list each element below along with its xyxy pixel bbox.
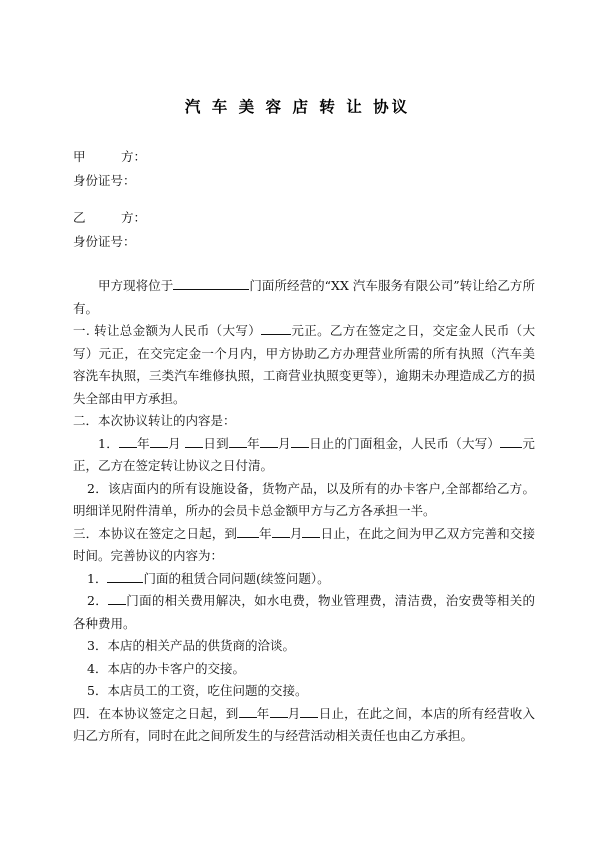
section-3-item-1 [73, 568, 535, 591]
section-3-item-4: 4．本店的办卡客户的交接。 [87, 660, 245, 676]
s2-1-tail: 元正，乙方在签定转让协议之日付清。 [73, 435, 535, 473]
section-2-item-1 [73, 433, 535, 478]
section-3 [73, 523, 535, 568]
section-2-item-2: 2．该店面内的所有设施设备，货物产品，以及所有的办卡客户,全部都给乙方。明细详见附件清单，所办的会员卡总金额甲方与乙方各承担一半。 [73, 480, 535, 518]
total-amount-blank [261, 321, 291, 335]
party-b-char: 乙 [73, 210, 86, 225]
blank [108, 591, 126, 605]
intro-text-a: 甲方现将位于 [98, 278, 174, 293]
blank [300, 704, 318, 718]
section-1 [73, 320, 535, 410]
party-a-label [73, 150, 146, 164]
s2-1-month: 月 [167, 435, 181, 451]
section-4 [73, 703, 535, 748]
blank [237, 524, 259, 538]
blank [119, 434, 137, 448]
s3-2-text: 门面的相关费用解决，如水电费，物业管理费，清洁费，治安费等相关的各种费用。 [73, 593, 535, 631]
s2-1-to: 日到 [203, 435, 229, 451]
s2-1-year: 年 [136, 435, 150, 451]
s4-month: 月 [287, 705, 301, 721]
blank [270, 704, 288, 718]
s3-text-d: 日止，在此之间为甲乙双方完善和交接时间。完善协议的内容为： [73, 525, 535, 563]
party-b-suffix: 方： [121, 210, 147, 225]
s3-1-text: 门面的租赁合同问题(续签问题）。 [143, 570, 330, 586]
document-title: 汽 车 美 容 店 转 让 协议 [184, 98, 411, 116]
s3-1-num: 1． [87, 570, 108, 586]
party-b-label [73, 211, 146, 225]
blank [260, 434, 278, 448]
blank [272, 524, 290, 538]
blank [291, 434, 309, 448]
section-3-item-3: 3．本店的相关产品的供货商的洽谈。 [87, 638, 295, 653]
blank [229, 434, 247, 448]
blank [150, 434, 168, 448]
blank [500, 434, 522, 448]
s3-text-a: 三．本协议在签定之日起，到 [73, 525, 238, 541]
section-1-text-b: 元正。乙方在签定之日，交定金人民币（大写）元正，在交完定金一个月内，甲方协助乙方办理营业所需的所有执照（汽车美容洗车执照，三类汽车维修执照，工商营业执照变更等），逾期未办理造成乙方的损失全部由甲方承担。 [73, 323, 535, 406]
s2-1-rent: 日止的门面租金，人民币（大写） [308, 435, 501, 451]
intro-paragraph [73, 275, 535, 320]
section-1-text-a: 一. 转让总金额为人民币（大写） [73, 323, 262, 338]
s4-year: 年 [256, 705, 270, 721]
s4-text-d: 日止，在此之间，本店的所有经营收入归乙方所有，同时在此之间所发生的与经营活动相关责任也由乙方承担。 [73, 705, 535, 743]
s2-1-num: 1． [98, 435, 119, 451]
s3-year: 年 [259, 525, 272, 541]
party-b-id-label: 身份证号： [73, 234, 136, 249]
blank [239, 704, 257, 718]
party-a-char: 甲 [73, 149, 86, 164]
blank [185, 434, 203, 448]
party-a-id-label: 身份证号： [73, 173, 136, 188]
s2-1-month2: 月 [277, 435, 291, 451]
party-a-suffix: 方： [121, 149, 147, 164]
s4-text-a: 四．在本协议签定之日起，到 [73, 705, 239, 721]
section-2: 二．本次协议转让的内容是： [73, 413, 236, 428]
blank [302, 524, 320, 538]
address-blank [173, 276, 249, 290]
intro-text-b: 门面所经营的“XX 汽车服务有限公司”转让给乙方所有。 [73, 278, 535, 316]
s3-2-num: 2． [87, 593, 109, 608]
blank [107, 569, 143, 583]
section-3-item-5: 5．本店员工的工资，吃住问题的交接。 [87, 683, 308, 698]
section-3-item-2 [73, 590, 535, 635]
agreement-body [73, 275, 535, 748]
s2-1-year2: 年 [246, 435, 260, 451]
s3-month: 月 [289, 525, 303, 541]
